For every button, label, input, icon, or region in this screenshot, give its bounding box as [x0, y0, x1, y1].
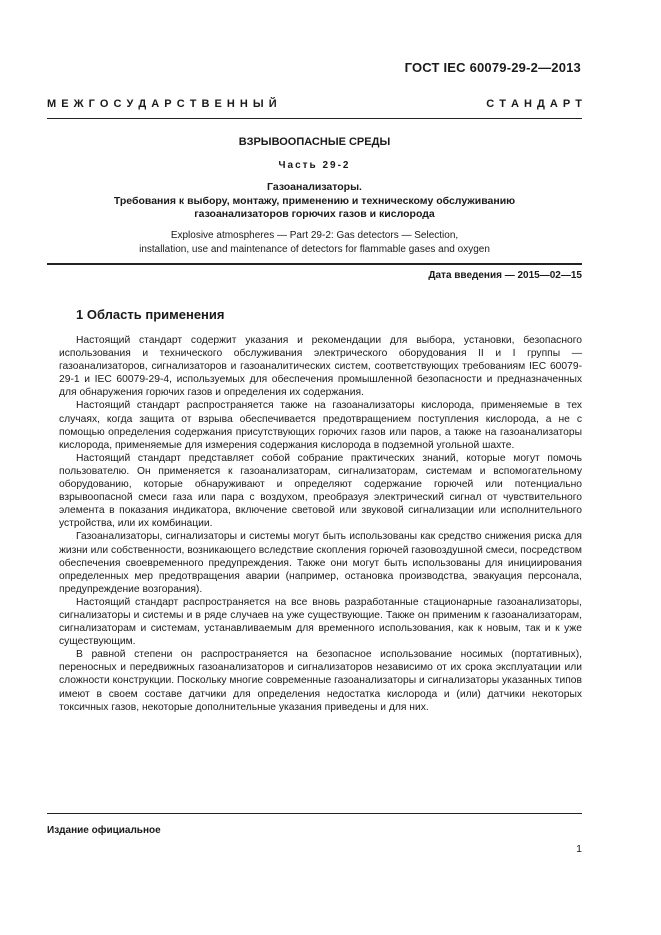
- paragraph: Газоанализаторы, сигнализаторы и системы могут быть использованы как средство снижения риска для жизни или собственности, возникающего вследствие скопления горючей газовоздушной смеси, посредством обеспечения своевременного предупреждения. Также они могут быть использованы для инициирования определенных мер предотвращения аварии (например, остановка производства, эвакуация персонала, предупреждение возгорания).: [59, 531, 582, 595]
- subtitle-line: Газоанализаторы.: [267, 181, 362, 193]
- paragraph: Настоящий стандарт распространяется на все вновь разработанные стационарные газоанализаторы, сигнализаторы и системы и в ряде случаев на уже существующие. Также он применим к газоанализаторам, сигнализаторам и системам, устанавливаемым для временного использования, как к новым, так и к уже существующим.: [59, 596, 582, 648]
- standard-id: ГОСТ IEC 60079-29-2—2013: [404, 60, 581, 75]
- section-heading: 1 Область применения: [76, 307, 225, 322]
- english-title-line: Explosive atmospheres — Part 29-2: Gas detectors — Selection,: [170, 230, 459, 241]
- document-title: ВЗРЫВООПАСНЫЕ СРЕДЫ: [238, 136, 391, 148]
- section-body: [59, 334, 582, 714]
- english-title-line: installation, use and maintenance of detectors for flammable gases and oxygen: [139, 243, 490, 255]
- part-number: Часть 29-2: [278, 160, 351, 171]
- standard-word: С Т А Н Д А Р Т: [486, 98, 583, 110]
- paragraph: Настоящий стандарт содержит указания и рекомендации для выбора, установки, безопасного использования и технического обслуживания электрического оборудования II и I группы — газоанализаторов, сигнализаторов и газоаналитических систем, соответствующих требованиям IEC 60079-29-1 и IEC 60079-29-4, используемых для обеспечения промышленной безопасности и предназначенных для обнаружения горючих газов и определения их содержания.: [59, 335, 582, 399]
- page-number: 1: [576, 843, 582, 855]
- footer-rule: [47, 813, 582, 814]
- header-rule: [47, 118, 582, 119]
- title-rule: [47, 263, 582, 265]
- paragraph: Настоящий стандарт распространяется также на газоанализаторы кислорода, применяемые в тех случаях, когда защита от взрыва обеспечивается предотвращением поступления кислорода, а не с помощью определения содержания присутствующих горючих газов или паров, а также на газоанализаторы кислорода, применяемые для измерения содержания кислорода в подземной угольной шахте.: [59, 400, 582, 451]
- english-title: [47, 229, 582, 256]
- subtitle-line: газоанализаторов горючих газов и кислорода: [194, 208, 435, 220]
- paragraph: В равной степени он распространяется на безопасное использование носимых (портативных), переносных и передвижных газоанализаторов и сигнализаторов независимо от их срока эксплуатации или сложности конструкции. Поскольку многие современные газоанализаторы и сигнализаторы указанных типов имеют в своем составе датчики для определения недостатка кислорода и (или) датчики некоторых токсичных газов, некоторые дополнительные указания приведены и для них.: [59, 649, 582, 713]
- subtitle-line: Требования к выбору, монтажу, применению и техническому обслуживанию: [113, 194, 516, 207]
- edition-label: Издание официальное: [47, 825, 161, 836]
- document-subtitle: [47, 181, 582, 222]
- introduction-date: Дата введения — 2015—02—15: [428, 270, 582, 281]
- paragraph: Настоящий стандарт представляет собой собрание практических знаний, которые могут помочь пользователю. Он применяется к газоанализаторам, сигнализаторам, системам и вспомогательному оборудованию, которые обнаруживают и определяют содержание горючей или потенциально взрывоопасной смеси газа или пара с воздухом, преобразуя электрический сигнал от чувствительного элемента в показания индикатора, включение световой или звуковой сигнализации или исполнительного устройства, или их комбинации.: [59, 452, 582, 530]
- interstate-standard-label: [47, 98, 583, 110]
- interstate-word: М Е Ж Г О С У Д А Р С Т В Е Н Н Ы Й: [47, 98, 278, 110]
